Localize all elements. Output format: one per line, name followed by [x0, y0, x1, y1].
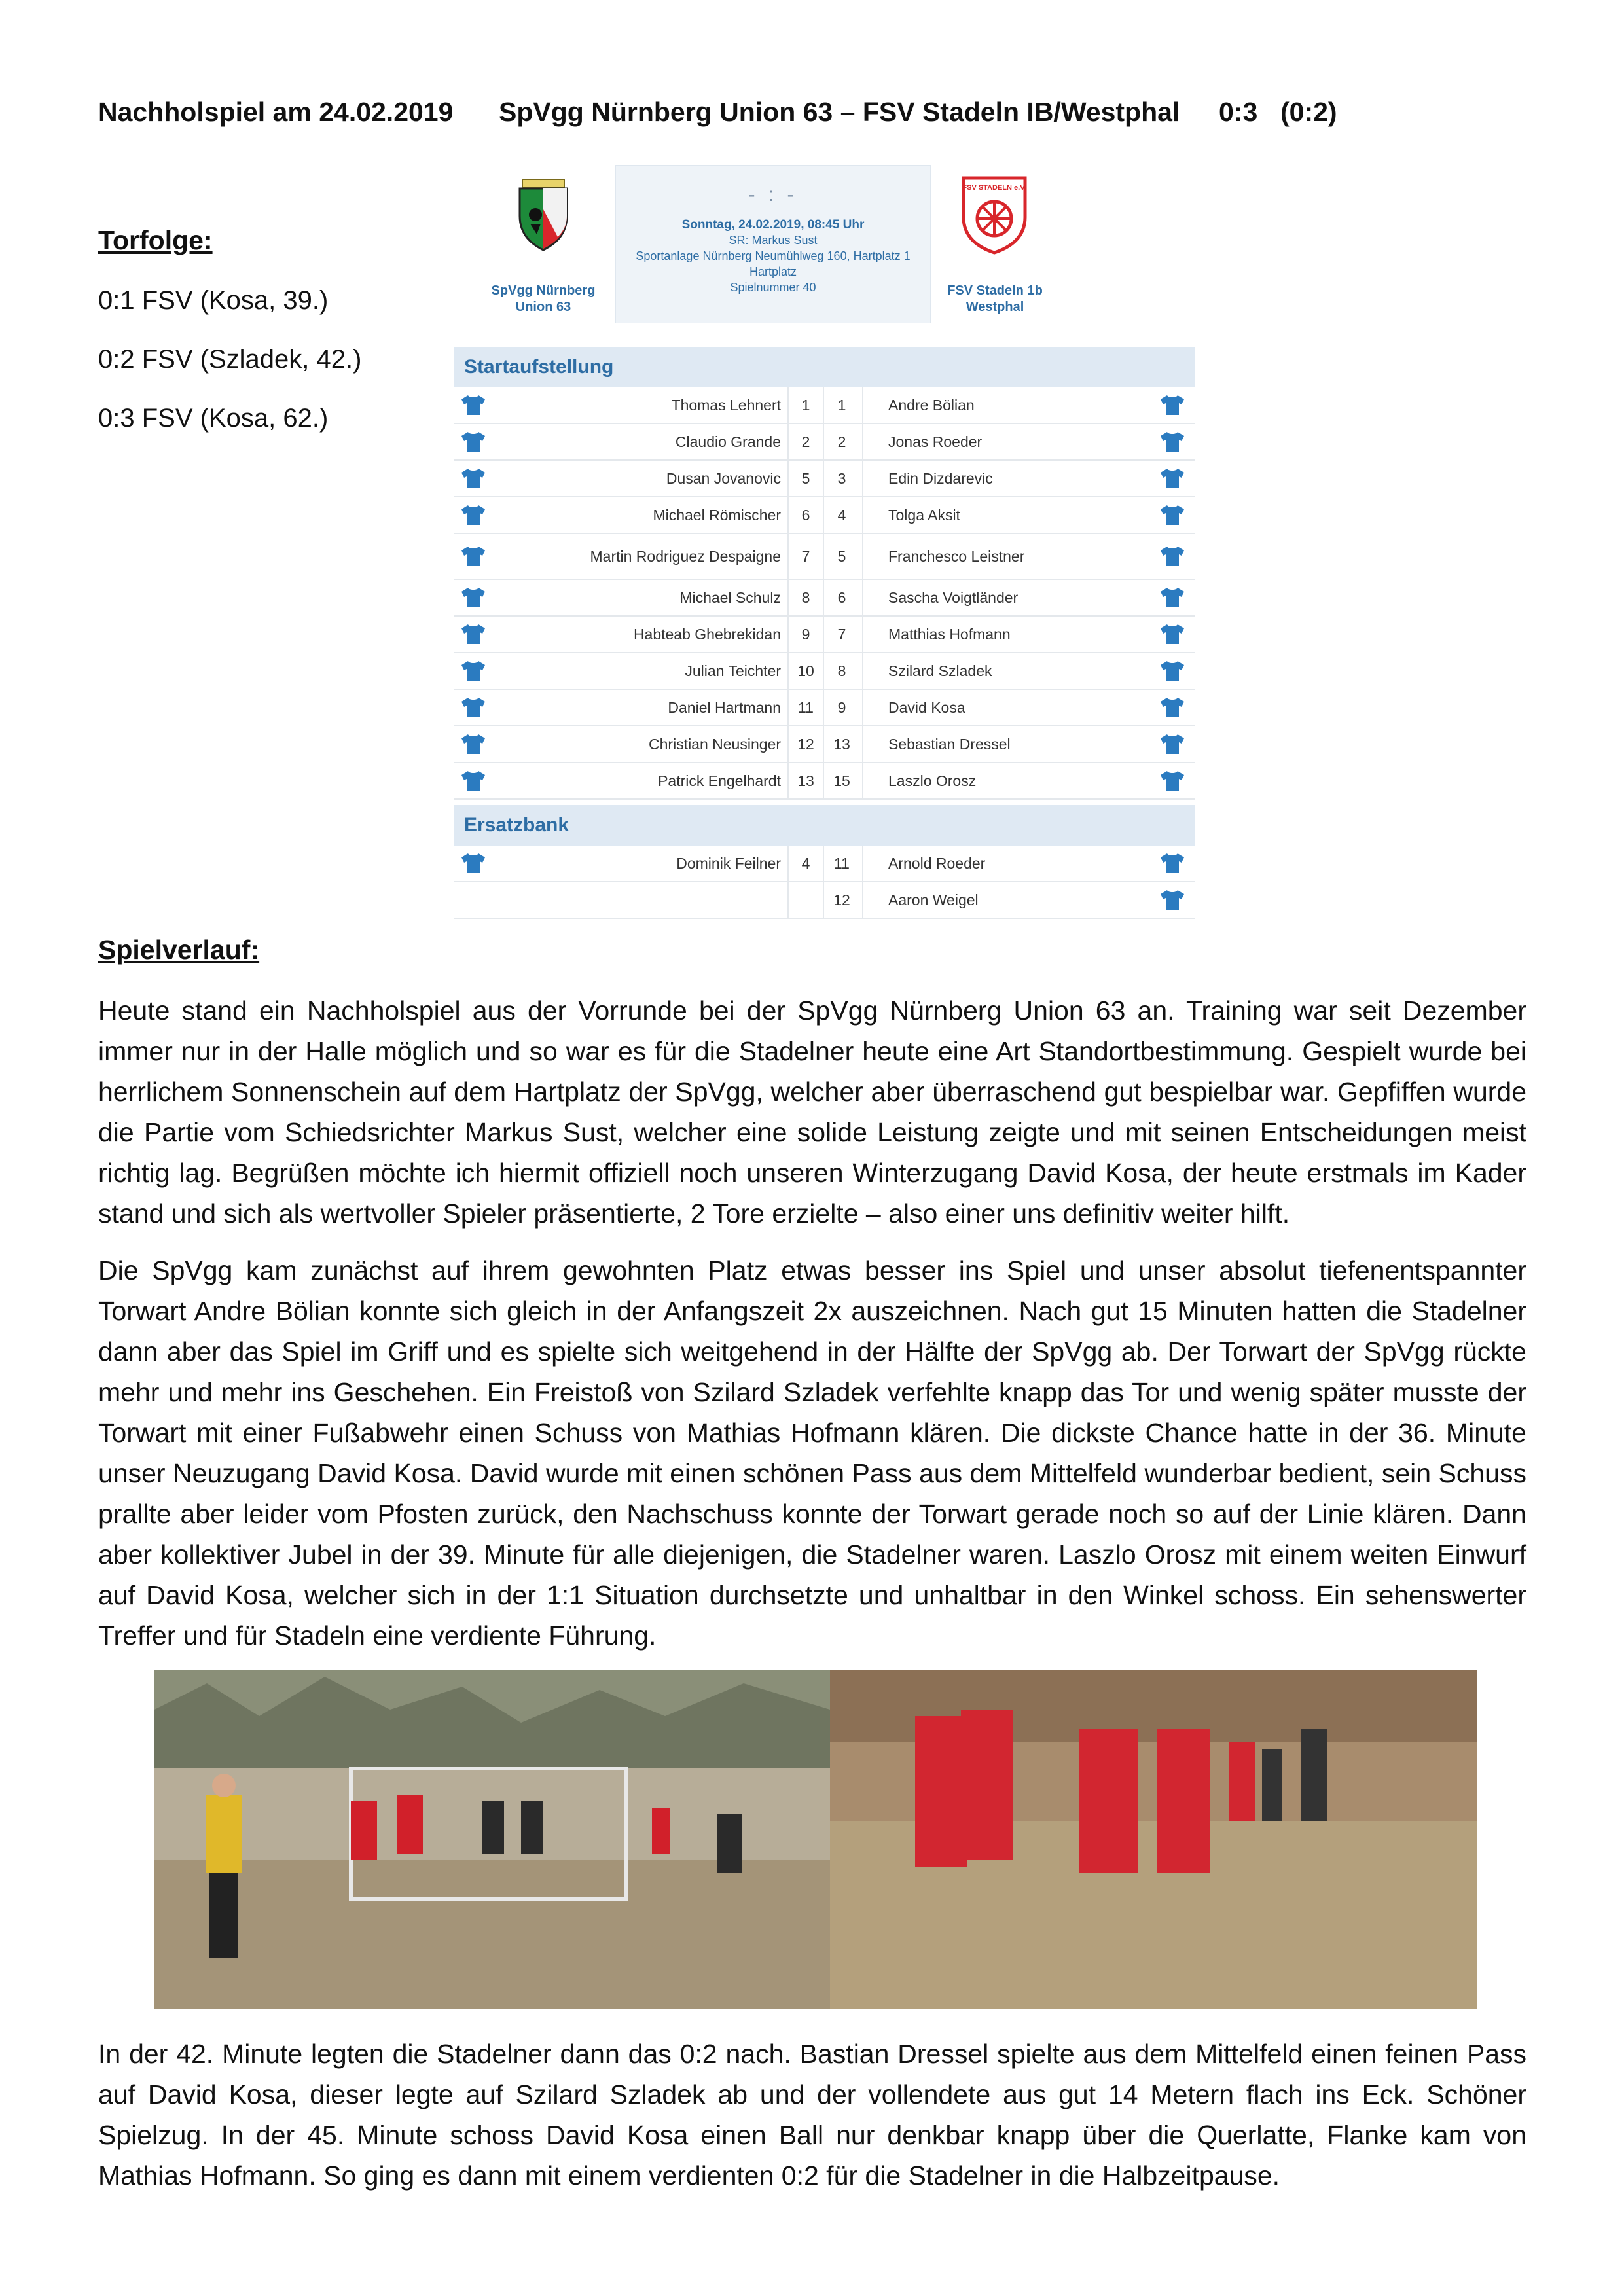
- home-player-name: Habteab Ghebrekidan: [633, 626, 781, 643]
- match-pitch: Hartplatz: [749, 265, 797, 278]
- away-name-line2: Westphal: [965, 300, 1024, 314]
- match-info-box: [615, 165, 931, 323]
- jersey-icon: [1159, 770, 1185, 792]
- home-player-name: Dominik Feilner: [676, 855, 781, 872]
- home-player-number: 12: [787, 726, 824, 762]
- away-player-name: Franchesco Leistner: [888, 547, 1025, 565]
- home-player-name: Patrick Engelhardt: [658, 772, 781, 789]
- home-team-name: [486, 283, 601, 315]
- home-player-number: 9: [787, 617, 824, 652]
- home-player-name: Dusan Jovanovic: [666, 470, 781, 487]
- away-team-name: [936, 283, 1054, 315]
- spielverlauf-title: Spielverlauf:: [98, 935, 260, 965]
- home-player-name: Daniel Hartmann: [668, 699, 781, 716]
- lineup-row: [454, 726, 1195, 763]
- match-score: - : -: [748, 184, 798, 206]
- goal-item: 0:1 FSV (Kosa, 39.): [98, 286, 329, 315]
- match-referee: SR: Markus Sust: [729, 234, 818, 247]
- home-player-name: Martin Rodriguez Despaigne: [590, 548, 781, 565]
- home-player-name: Michael Römischer: [653, 507, 781, 524]
- jersey-icon: [460, 852, 486, 874]
- svg-text:FSV STADELN e.V.: FSV STADELN e.V.: [962, 184, 1026, 192]
- startaufstellung-table: [454, 347, 1195, 800]
- lineup-row: [454, 497, 1195, 534]
- home-player-name: Julian Teichter: [685, 662, 781, 679]
- lineup-row: [454, 534, 1195, 580]
- jersey-icon: [1159, 623, 1185, 645]
- away-crest-icon: [958, 174, 1030, 255]
- away-player-name: Arnold Roeder: [888, 854, 986, 872]
- jersey-icon: [460, 394, 486, 416]
- away-player-number: 3: [821, 461, 863, 496]
- home-player-number: 8: [787, 580, 824, 615]
- goal-item: 0:3 FSV (Kosa, 62.): [98, 404, 329, 433]
- away-name-line1: FSV Stadeln 1b: [947, 283, 1043, 298]
- home-player-number: 13: [787, 763, 824, 798]
- jersey-icon: [1159, 431, 1185, 453]
- jersey-icon: [1159, 660, 1185, 682]
- away-player-number: 8: [821, 653, 863, 689]
- jersey-icon: [460, 660, 486, 682]
- jersey-icon: [460, 586, 486, 609]
- away-player-name: Sascha Voigtländer: [888, 588, 1019, 606]
- match-game-number: Spielnummer 40: [730, 281, 816, 294]
- jersey-icon: [460, 770, 486, 792]
- jersey-icon: [1159, 852, 1185, 874]
- jersey-icon: [1159, 467, 1185, 490]
- header-result: 0:3: [1219, 97, 1258, 127]
- match-photo-left: [154, 1670, 830, 2009]
- away-player-number: 12: [821, 882, 863, 918]
- goal-item: 0:2 FSV (Szladek, 42.): [98, 345, 362, 374]
- match-datetime: Sonntag, 24.02.2019, 08:45 Uhr: [681, 218, 865, 232]
- match-photo-right: [830, 1670, 1477, 2009]
- home-player-name: Thomas Lehnert: [671, 397, 781, 414]
- away-player-name: Tolga Aksit: [888, 506, 960, 524]
- home-player-number: 1: [787, 387, 824, 423]
- home-player-name: Michael Schulz: [679, 589, 781, 606]
- jersey-icon: [1159, 545, 1185, 567]
- ersatzbank-table: [454, 805, 1195, 919]
- report-paragraph-1: Heute stand ein Nachholspiel aus der Vorrunde bei der SpVgg Nürnberg Union 63 an. Training war seit Dezember immer nur in der Halle möglich und so war es für die Stadelner heute eine Art Standortbestimmung. Gespielt wurde bei herrlichem Sonnenschein auf dem Hartplatz der SpVgg, welcher aber überraschend gut bespielbar war. Gepfiffen wurde die Partie vom Schiedsrichter Markus Sust, welcher eine solide Leistung zeigte und mit seinen Entscheidungen meist richtig lag. Begrüßen möchte ich hiermit offiziell noch unseren Winterzugang David Kosa, der heute erstmals im Kader stand und sich als wertvoller Spieler präsentierte, 2 Tore erzielte – also einer uns definitiv weiter hilft.: [98, 996, 1526, 1229]
- away-player-number: 1: [821, 387, 863, 423]
- lineup-row: [454, 387, 1195, 424]
- lineup-row: [454, 617, 1195, 653]
- home-crest-icon: [511, 175, 576, 254]
- jersey-icon: [1159, 504, 1185, 526]
- home-player-number: [787, 882, 824, 918]
- lineup-row: [454, 690, 1195, 726]
- away-player-number: 4: [821, 497, 863, 533]
- away-player-number: 13: [821, 726, 863, 762]
- jersey-icon: [460, 696, 486, 719]
- jersey-icon: [460, 623, 486, 645]
- away-player-name: Szilard Szladek: [888, 662, 992, 679]
- home-player-number: 2: [787, 424, 824, 459]
- startaufstellung-title: Startaufstellung: [454, 347, 1195, 387]
- away-player-name: Sebastian Dressel: [888, 735, 1011, 753]
- jersey-icon: [1159, 394, 1185, 416]
- header-halftime: (0:2): [1280, 97, 1337, 127]
- jersey-icon: [460, 467, 486, 490]
- lineup-row: [454, 424, 1195, 461]
- report-paragraph-3: In der 42. Minute legten die Stadelner dann das 0:2 nach. Bastian Dressel spielte aus dem Mittelfeld einen feinen Pass auf David Kosa, dieser legte auf Szilard Szladek ab und der vollendete aus gut 14 Metern flach ins Eck. Schöner Spielzug. In der 45. Minute schoss David Kosa einen Ball nur denkbar knapp über die Querlatte, Flanke kam von Mathias Hofmann. So ging es dann mit einem verdienten 0:2 für die Stadelner in die Halbzeitpause.: [98, 2039, 1526, 2191]
- header-date: Nachholspiel am 24.02.2019: [98, 97, 454, 127]
- home-player-number: 7: [787, 534, 824, 579]
- header-match: SpVgg Nürnberg Union 63 – FSV Stadeln IB/Westphal: [499, 97, 1180, 127]
- lineup-row: [454, 653, 1195, 690]
- home-player-number: 5: [787, 461, 824, 496]
- home-player-name: Christian Neusinger: [649, 736, 781, 753]
- ersatzbank-title: Ersatzbank: [454, 805, 1195, 846]
- home-player-name: Claudio Grande: [675, 433, 781, 450]
- away-player-name: Laszlo Orosz: [888, 772, 977, 789]
- home-name-line1: SpVgg Nürnberg: [491, 283, 596, 298]
- match-venue: Sportanlage Nürnberg Neumühlweg 160, Hartplatz 1: [636, 249, 911, 262]
- home-player-number: 11: [787, 690, 824, 725]
- away-player-name: Edin Dizdarevic: [888, 469, 993, 487]
- away-player-name: Andre Bölian: [888, 396, 975, 414]
- jersey-icon: [460, 504, 486, 526]
- home-player-name: [545, 882, 781, 918]
- jersey-icon: [460, 733, 486, 755]
- away-player-number: 15: [821, 763, 863, 798]
- jersey-icon: [460, 545, 486, 567]
- away-player-name: Jonas Roeder: [888, 433, 983, 450]
- away-player-name: Matthias Hofmann: [888, 625, 1011, 643]
- away-player-number: 6: [821, 580, 863, 615]
- lineup-row: [454, 846, 1195, 882]
- torfolge-title: Torfolge:: [98, 225, 213, 255]
- jersey-icon: [1159, 733, 1185, 755]
- jersey-icon: [1159, 889, 1185, 911]
- report-paragraph-2: Die SpVgg kam zunächst auf ihrem gewohnten Platz etwas besser ins Spiel und unser absolut tiefenentspannter Torwart Andre Bölian konnte sich gleich in der Anfangszeit 2x auszeichnen. Nach gut 15 Minuten hatten die Stadelner dann aber das Spiel im Griff und es spielte sich weitgehend in der Hälfte der SpVgg ab. Der Torwart der SpVgg rückte mehr und mehr ins Geschehen. Ein Freistoß von Szilard Szladek verfehlte knapp das Tor und wenig später musste der Torwart mit einer Fußabwehr einen Schuss von Mathias Hofmann klären. Die dickste Chance hatte in der 36. Minute unser Neuzugang David Kosa. David wurde mit einen schönen Pass aus dem Mittelfeld wunderbar bedient, sein Schuss prallte aber leider vom Pfosten zurück, den Nachschuss konnte der Torwart gerade noch so auf der Linie klären. Dann aber kollektiver Jubel in der 39. Minute für alle diejenigen, die Stadelner waren. Laszlo Orosz mit einem weiten Einwurf auf David Kosa, welcher sich in der 1:1 Situation durchsetzte und unhaltbar in den Winkel schoss. Ein sehenswerter Treffer und für Stadeln eine verdiente Führung.: [98, 1255, 1526, 1651]
- away-player-name: Aaron Weigel: [888, 891, 979, 908]
- away-player-number: 11: [821, 846, 863, 881]
- away-player-number: 9: [821, 690, 863, 725]
- away-player-name: David Kosa: [888, 698, 965, 716]
- away-player-number: 7: [821, 617, 863, 652]
- away-player-number: 5: [821, 534, 863, 579]
- jersey-icon: [1159, 696, 1185, 719]
- jersey-icon: [1159, 586, 1185, 609]
- lineup-row: [454, 763, 1195, 800]
- home-name-line2: Union 63: [515, 300, 571, 314]
- jersey-icon: [460, 431, 486, 453]
- lineup-row: [454, 461, 1195, 497]
- away-player-number: 2: [821, 424, 863, 459]
- lineup-row: [454, 882, 1195, 919]
- lineup-row: [454, 580, 1195, 617]
- home-player-number: 4: [787, 846, 824, 881]
- home-player-number: 6: [787, 497, 824, 533]
- home-player-number: 10: [787, 653, 824, 689]
